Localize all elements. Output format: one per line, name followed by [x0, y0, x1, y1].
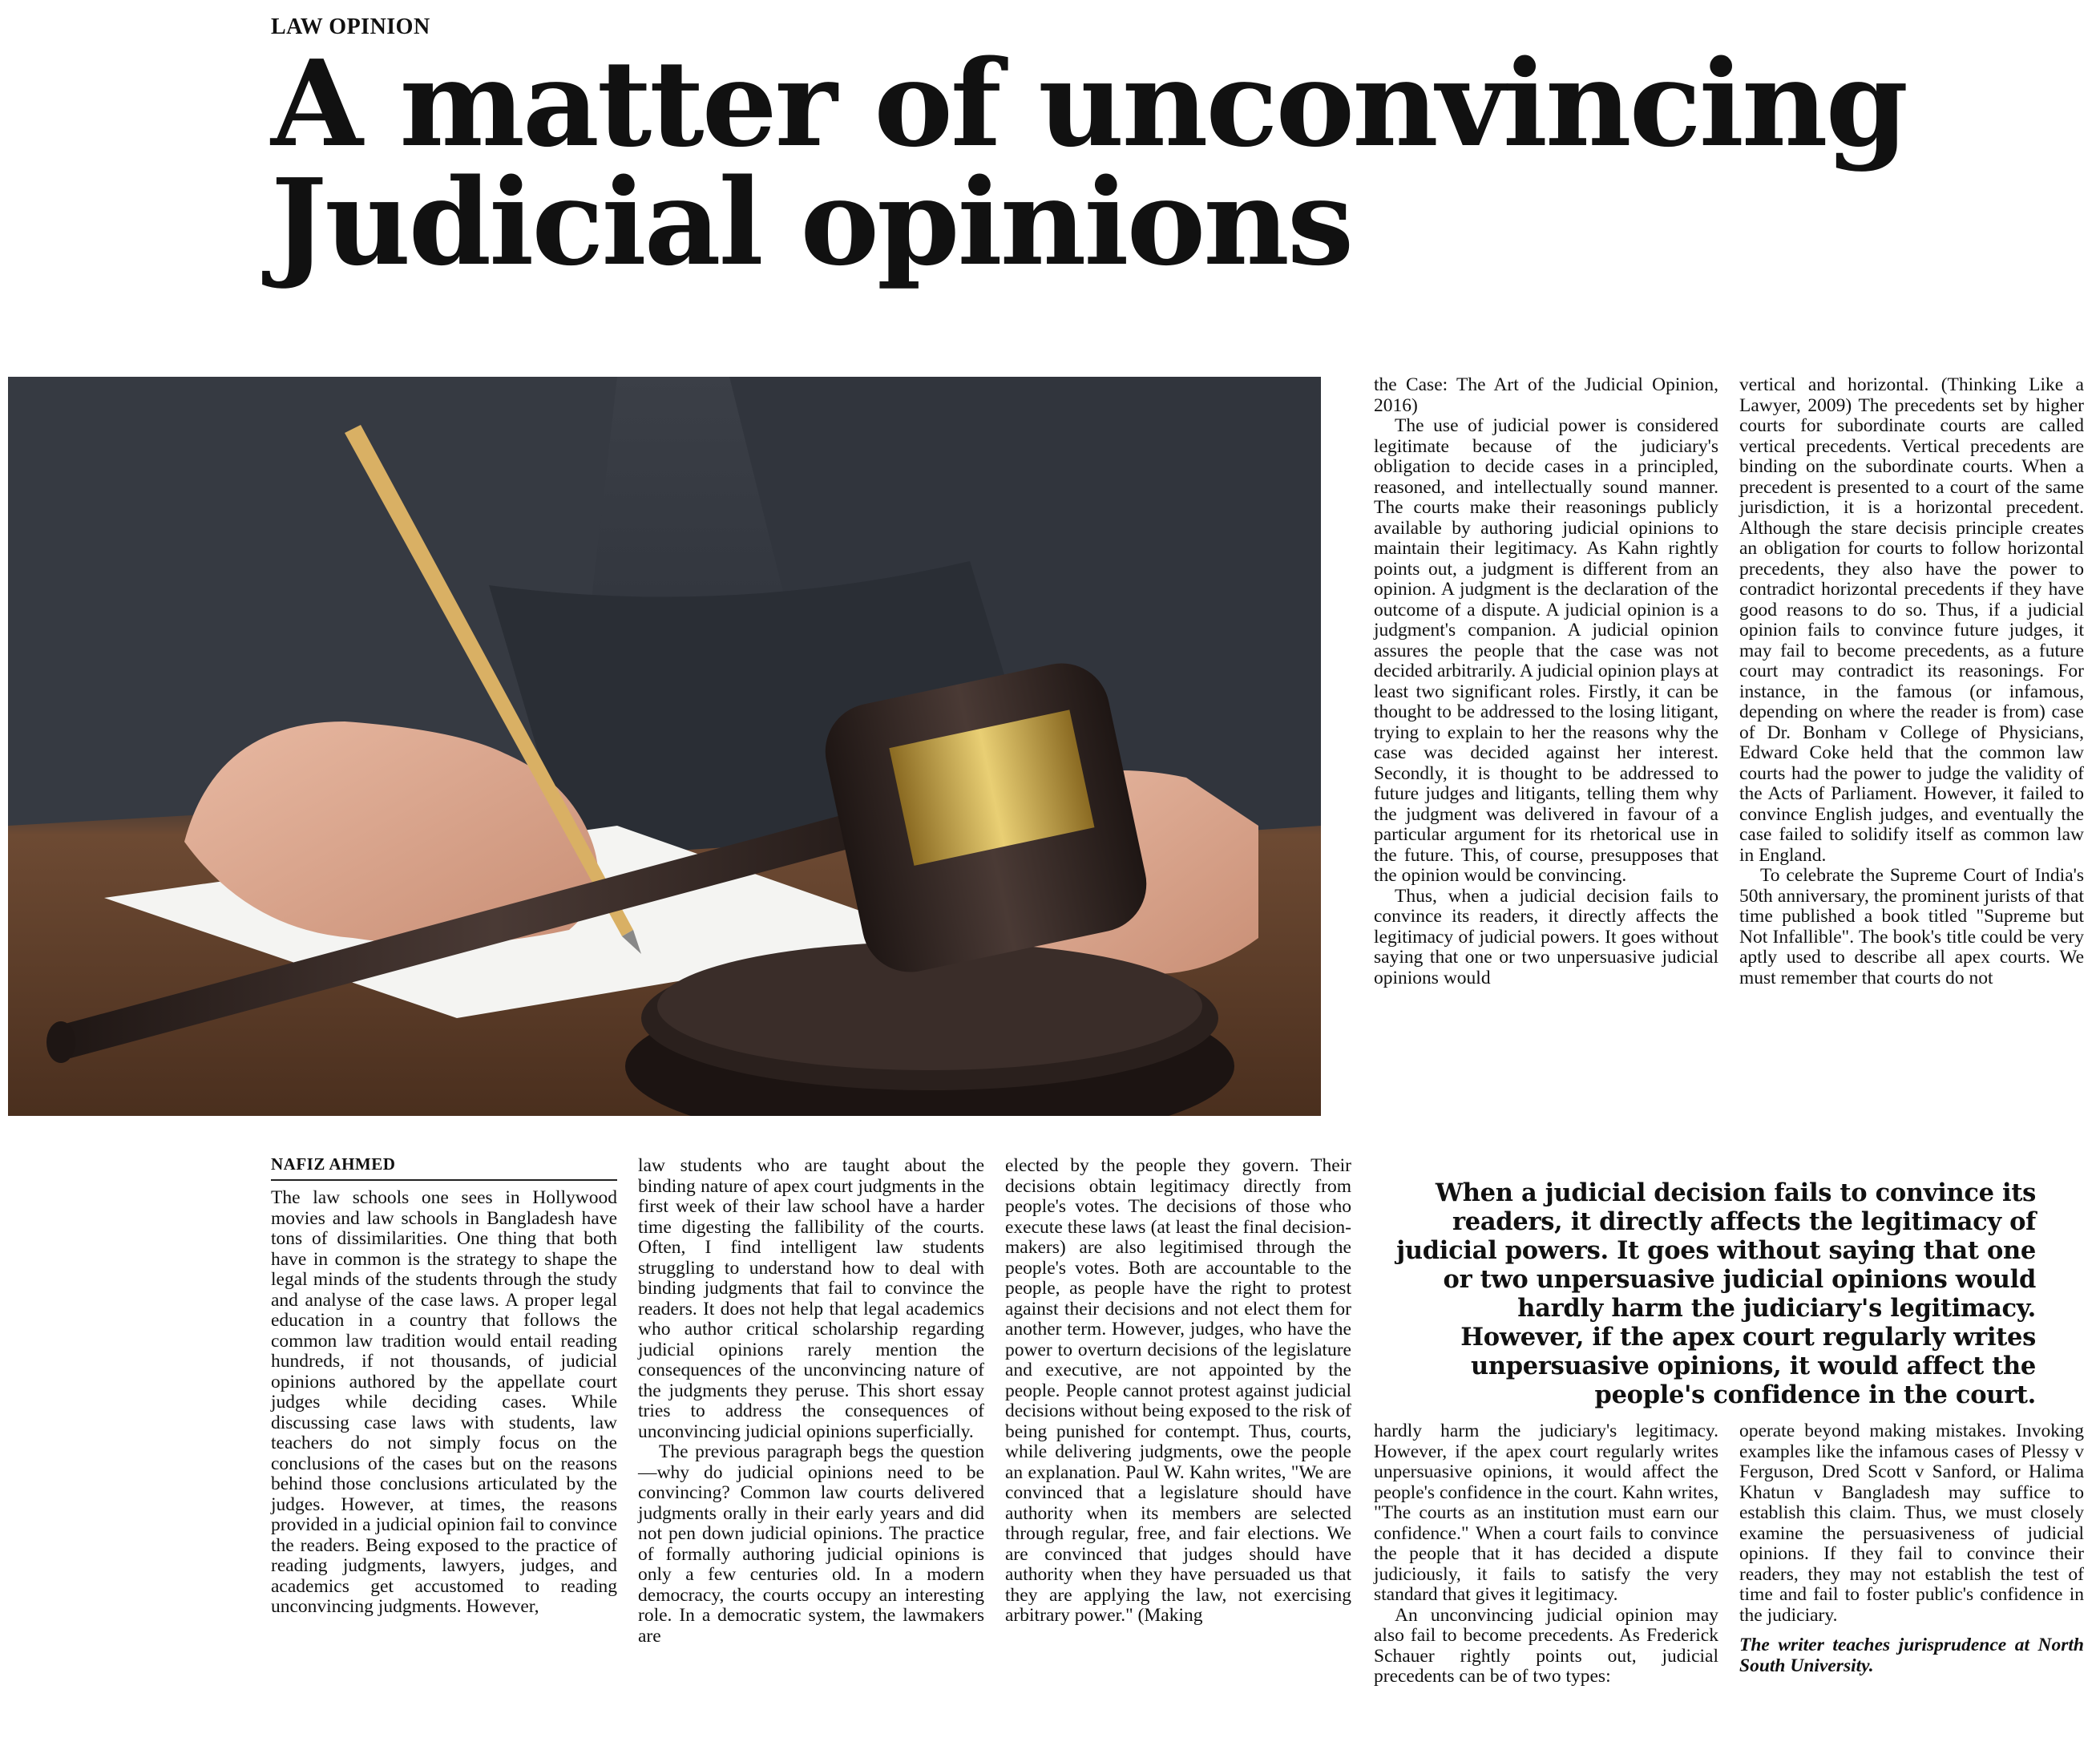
- paragraph: law students who are taught about the binding nature of apex court judgments in the first week of their law school have a harder time digesting the fallibility of the courts. Often, I find intelligent law students struggling to understand how to deal with binding judgments that fail to convince the readers. It does not help that legal academics who author critical scholarship regarding judicial opinions rarely mention the consequences of the unconvincing nature of the judgments they peruse. This short essay tries to address the consequences of unconvincing judicial opinions superficially.: [638, 1155, 984, 1442]
- article-column-1: [271, 1188, 617, 1741]
- paragraph: Thus, when a judicial decision fails to convince its readers, it directly affects the legitimacy of judicial powers. It goes without saying that one or two unpersuasive judicial opinions would: [1374, 885, 1718, 988]
- article-photo: [8, 377, 1321, 1116]
- gavel-photo: [8, 377, 1321, 1116]
- article-column-4-bottom: [1374, 1421, 1718, 1742]
- paragraph: the Case: The Art of the Judicial Opinion, 2016): [1374, 374, 1718, 416]
- article-column-3: [1005, 1156, 1351, 1741]
- byline: NAFIZ AHMED: [271, 1154, 617, 1181]
- paragraph: To celebrate the Supreme Court of India's 50th anniversary, the prominent jurists of that time published a book titled "Supreme but Not Infallible". The book's title could be very aptly used to describe all apex courts. We must remember that courts do not: [1739, 865, 2084, 988]
- headline: A matter of unconvincing Judicial opinions: [271, 34, 1907, 292]
- article-column-5-top: [1739, 375, 2084, 1135]
- paragraph: The previous paragraph begs the question—why do judicial opinions need to be convincing? Common law courts delivered judgments orally in their early years and did not pen down judicial opinions. The practice of formally authoring judicial opinions is only a few centuries old. In a modern democracy, the courts occupy an interesting role. In a democratic system, the lawmakers are: [638, 1441, 984, 1647]
- article-column-2: [638, 1156, 984, 1741]
- article-column-4-top: [1374, 375, 1718, 1135]
- paragraph: hardly harm the judiciary's legitimacy. However, if the apex court regularly writes unpersuasive opinions, it would affect the people's confidence in the court. Kahn writes, "The courts as an institution must earn our confidence." When a court fails to convince the people that it has decided a dispute judiciously, it fails to satisfy the very standard that gives it legitimacy.: [1374, 1421, 1718, 1605]
- author-signoff: The writer teaches jurisprudence at North South University.: [1739, 1635, 2084, 1676]
- section-label: LAW OPINION: [271, 14, 430, 39]
- pull-quote: When a judicial decision fails to convince its readers, it directly affects the legitimacy of judicial powers. It goes without saying that one or two unpersuasive judicial opinions would hardly harm the judiciary's legitimacy. However, if the apex court regularly writes unpersuasive opinions, it would affect the people's confidence in the court.: [1396, 1178, 2036, 1409]
- article-column-5-bottom: [1739, 1421, 2084, 1742]
- paragraph: elected by the people they govern. Their decisions obtain legitimacy directly from people's votes. The decisions of those who execute these laws (at least the final decision-makers) are also legitimised through the people's votes. Both are accountable to the people, as people have the right to protest against their decisions and not elect them for another term. However, judges, who have the power to overturn decisions of the legislature and executive, are not appointed by the people. People cannot protest against judicial decisions without being exposed to the risk of being punished for contempt. Thus, courts, while delivering judgments, owe the people an explanation. Paul W. Kahn writes, "We are convinced that a legislature should have authority when its members are selected through regular, free, and fair elections. We are convinced that judges should have authority when they have persuaded us that they are applying the law, not exercising arbitrary power." (Making: [1005, 1155, 1351, 1626]
- paragraph: operate beyond making mistakes. Invoking examples like the infamous cases of Plessy v Ferguson, Dred Scott v Sanford, or Halima Khatun v Bangladesh may suffice to establish this claim. Thus, we must closely examine the persuasiveness of judicial opinions. If they fail to convince their readers, they may not establish the test of time and fail to foster public's confidence in the judiciary.: [1739, 1421, 2084, 1626]
- paragraph: vertical and horizontal. (Thinking Like a Lawyer, 2009) The precedents set by higher courts for subordinate courts are called vertical precedents. Vertical precedents are binding on the subordinate courts. When a precedent is presented to a court of the same jurisdiction, it is a horizontal precedent. Although the stare decisis principle creates an obligation for courts to follow horizontal precedents, they also have the power to contradict horizontal precedents if they have good reasons to do so. Thus, if a judicial opinion fails to convince future judges, it may fail to become precedents, as a future court may contradict its reasonings. For instance, in the famous (or infamous, depending on where the reader is from) case of Dr. Bonham v College of Physicians, Edward Coke held that the common law courts had the power to judge the validity of the Acts of Parliament. However, it failed to convince English judges, and eventually the case failed to solidify itself as common law in England.: [1739, 374, 2084, 866]
- paragraph: An unconvincing judicial opinion may also fail to become precedents. As Frederick Schauer rightly points out, judicial precedents can be of two types:: [1374, 1604, 1718, 1687]
- paragraph: The use of judicial power is considered legitimate because of the judiciary's obligation to decide cases in a principled, reasoned, and intellectually sound manner. The courts make their reasonings publicly available by authoring judicial opinions to maintain their legitimacy. As Kahn rightly points out, a judgment is different from an opinion. A judgment is the declaration of the outcome of a dispute. A judicial opinion is a judgment's companion. A judicial opinion assures the people that the case was not decided arbitrarily. A judicial opinion plays at least two significant roles. Firstly, it can be thought to be addressed to the losing litigant, trying to explain to her the reasons why the case was decided against her interest. Secondly, it is thought to be addressed to future judges and litigants, telling them why the judgment was delivered in favour of a particular argument for its rhetorical use in the future. This, of course, presupposes that the opinion would be convincing.: [1374, 415, 1718, 886]
- paragraph: The law schools one sees in Hollywood movies and law schools in Bangladesh have tons of dissimilarities. One thing that both have in common is the strategy to shape the legal minds of the students through the study and analyse of the case laws. A proper legal education in a country that follows the common law tradition would entail reading hundreds, if not thousands, of judicial opinions authored by the appellate court judges while deciding cases. While discussing case laws with students, law teachers do not simply focus on the conclusions of the cases but on the reasons behind those conclusions articulated by the judges. However, at times, the reasons provided in a judicial opinion fail to convince the readers. Being exposed to the practice of reading judgments, lawyers, judges, and academics get accustomed to reading unconvincing judgments. However,: [271, 1187, 617, 1617]
